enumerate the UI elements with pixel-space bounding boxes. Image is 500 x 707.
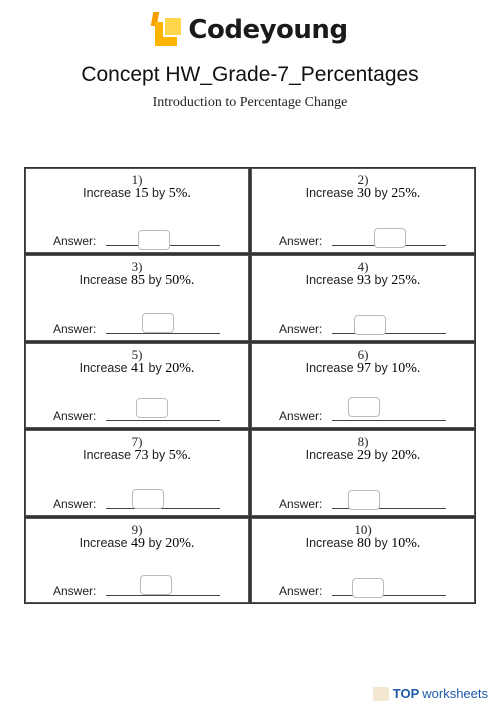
answer-label: Answer: xyxy=(53,496,97,511)
question-text: Increase 41 by 20%. xyxy=(79,360,195,376)
question-number: 5) xyxy=(131,346,143,362)
answer-input[interactable] xyxy=(352,578,384,598)
answer-input[interactable] xyxy=(374,228,406,248)
answer-line xyxy=(332,420,446,421)
answer-line xyxy=(106,595,220,596)
question-text: Increase 73 by 5%. xyxy=(83,448,191,464)
topworksheets-footer[interactable] xyxy=(373,686,488,701)
question-text: Increase 80 by 10%. xyxy=(305,535,421,551)
question-number: 3) xyxy=(131,259,143,275)
answer-line xyxy=(106,420,220,421)
question-number: 4) xyxy=(357,259,369,275)
question-cell xyxy=(251,430,475,515)
answer-input[interactable] xyxy=(348,490,380,510)
question-text: Increase 85 by 50%. xyxy=(79,273,195,289)
question-text: Increase 29 by 20%. xyxy=(305,448,421,464)
answer-input[interactable] xyxy=(136,398,168,418)
question-text: Increase 93 by 25%. xyxy=(305,273,421,289)
codeyoung-logo-icon xyxy=(152,12,182,48)
question-cell xyxy=(25,255,249,340)
answer-label: Answer: xyxy=(279,409,323,424)
question-cell xyxy=(251,168,475,253)
page-subtitle: Introduction to Percentage Change xyxy=(152,95,348,110)
question-cell xyxy=(25,168,249,253)
question-text: Increase 49 by 20%. xyxy=(79,535,195,551)
answer-label: Answer: xyxy=(53,321,97,336)
question-text: Increase 15 by 5%. xyxy=(83,186,191,201)
brand-header xyxy=(0,12,500,48)
brand-name: Codeyoung xyxy=(188,15,348,45)
question-cell xyxy=(25,430,249,515)
answer-label: Answer: xyxy=(53,584,97,598)
footer-worksheets-text: worksheets xyxy=(422,686,488,701)
answer-input[interactable] xyxy=(142,313,174,333)
question-cell xyxy=(25,518,249,603)
answer-input[interactable] xyxy=(138,230,170,250)
answer-label: Answer: xyxy=(279,234,323,249)
answer-line xyxy=(106,508,220,509)
question-number: 8) xyxy=(357,434,369,450)
question-cell xyxy=(251,255,475,340)
answer-line xyxy=(332,333,446,334)
answer-label: Answer: xyxy=(53,409,97,424)
answer-input[interactable] xyxy=(132,489,164,509)
question-cell xyxy=(25,343,249,428)
page-title: Concept HW_Grade-7_Percentages xyxy=(81,63,419,86)
question-text: Increase 30 by 25%. xyxy=(305,186,421,201)
answer-input[interactable] xyxy=(348,397,380,417)
question-number: 7) xyxy=(131,434,143,450)
question-number: 1) xyxy=(131,172,143,187)
question-grid xyxy=(24,167,476,604)
question-number: 9) xyxy=(131,521,143,537)
topworksheets-logo-icon xyxy=(373,687,389,701)
answer-input[interactable] xyxy=(140,575,172,595)
answer-label: Answer: xyxy=(53,234,97,249)
answer-label: Answer: xyxy=(279,496,323,511)
question-cell xyxy=(251,343,475,428)
answer-label: Answer: xyxy=(279,584,323,598)
answer-line xyxy=(332,595,446,596)
answer-input[interactable] xyxy=(354,315,386,335)
question-number: 2) xyxy=(357,172,369,187)
question-number: 6) xyxy=(357,346,369,362)
question-number: 10) xyxy=(354,521,372,537)
answer-label: Answer: xyxy=(279,321,323,336)
question-text: Increase 97 by 10%. xyxy=(305,360,421,376)
footer-top-text: TOP xyxy=(392,686,420,701)
question-cell xyxy=(251,518,475,603)
